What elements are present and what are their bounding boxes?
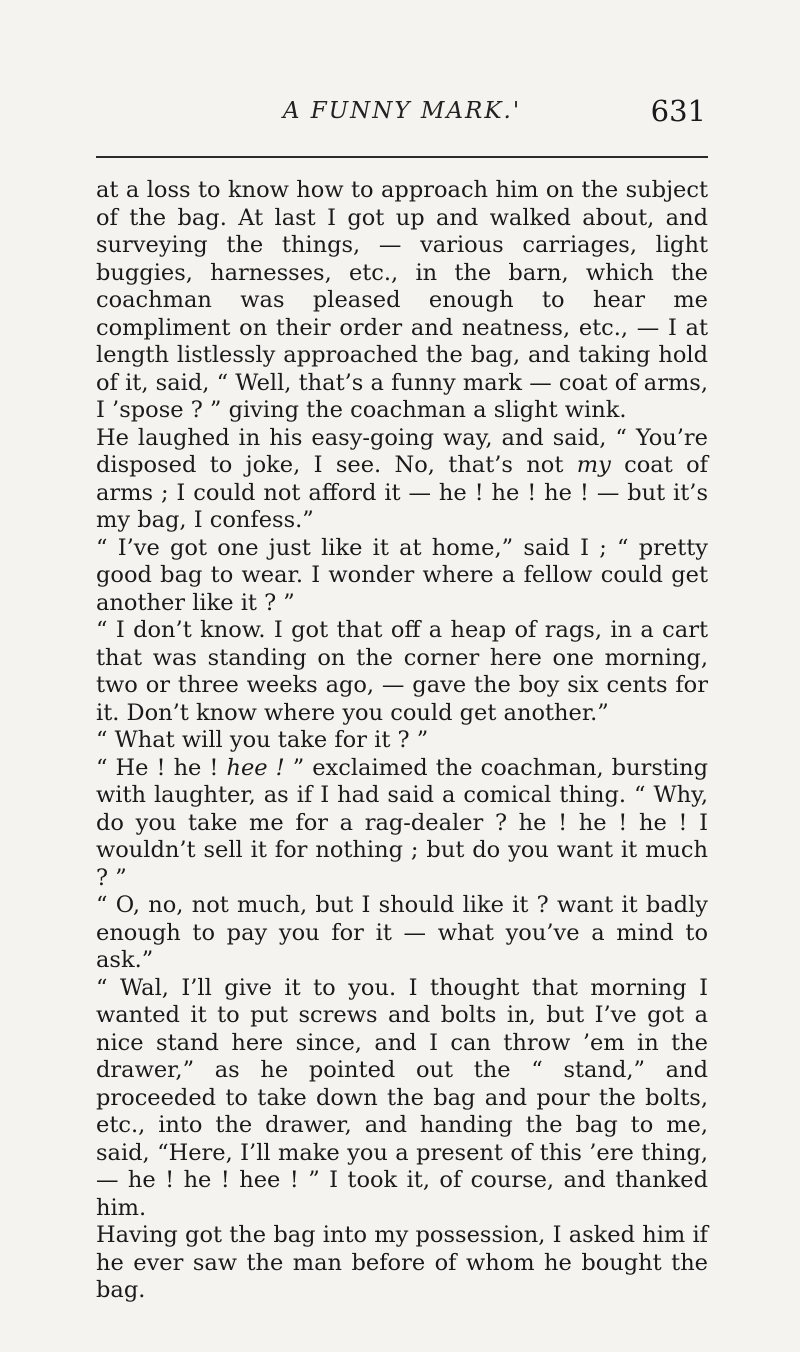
running-title: A FUNNY MARK.' [282,98,522,124]
paragraph: “ I’ve got one just like it at home,” said I ; “ pretty good bag to wear. I wonder where a fellow could get another like it ? ” [96,534,708,616]
paragraph: “ He ! he ! hee ! ” exclaimed the coachman, bursting with laughter, as if I had said a comical thing. “ Why, do you take me for a rag-dealer ? he ! he ! he ! I wouldn’t sell it for nothing ; but do you want it much ? ” [96,754,708,891]
header-rule [96,156,708,158]
body-text [96,177,708,1305]
paragraph: Having got the bag into my possession, I asked him if he ever saw the man before of whom he bought the bag. [96,1222,708,1303]
paragraph: “ O, no, not much, but I should like it ? want it badly enough to pay you for it — what you’ve a mind to ask.” [96,892,708,973]
paragraph: “ Wal, I’ll give it to you. I thought that morning I wanted it to put screws and bolts in, but I’ve got a nice stand here since, and I can throw ’em in the drawer,” as he pointed out the “ stand,” and proceeded to take down the bag and pour the bolts, etc., into the drawer, and handing the bag to me, said, “Here, I’ll make you a present of this ’ere thing, — he ! he ! hee ! ” I took it, of course, and thanked him. [96,974,708,1221]
paragraph: at a loss to know how to approach him on the subject of the bag. At last I got up and walked about, and surveying the things, — various carriages, light buggies, harnesses, etc., in the barn, which the coachman was pleased enough to hear me compliment on their order and neatness, etc., — I at length listlessly approached the bag, and taking hold of it, said, “ Well, that’s a funny mark — coat of arms, I ’spose ? ” giving the coachman a slight wink. [96,177,708,423]
paragraph: He laughed in his easy-going way, and said, “ You’re disposed to joke, I see. No, that’s not my coat of arms ; I could not afford it — he ! he ! he ! — but it’s my bag, I confess.” [96,424,708,533]
page-number: 631 [650,94,706,128]
running-header [96,78,708,144]
paragraph: “ I don’t know. I got that off a heap of rags, in a cart that was standing on the corner here one morning, two or three weeks ago, — gave the boy six cents for it. Don’t know where you could get another.” [96,617,708,726]
paragraph: “ What will you take for it ? ” [96,727,429,753]
